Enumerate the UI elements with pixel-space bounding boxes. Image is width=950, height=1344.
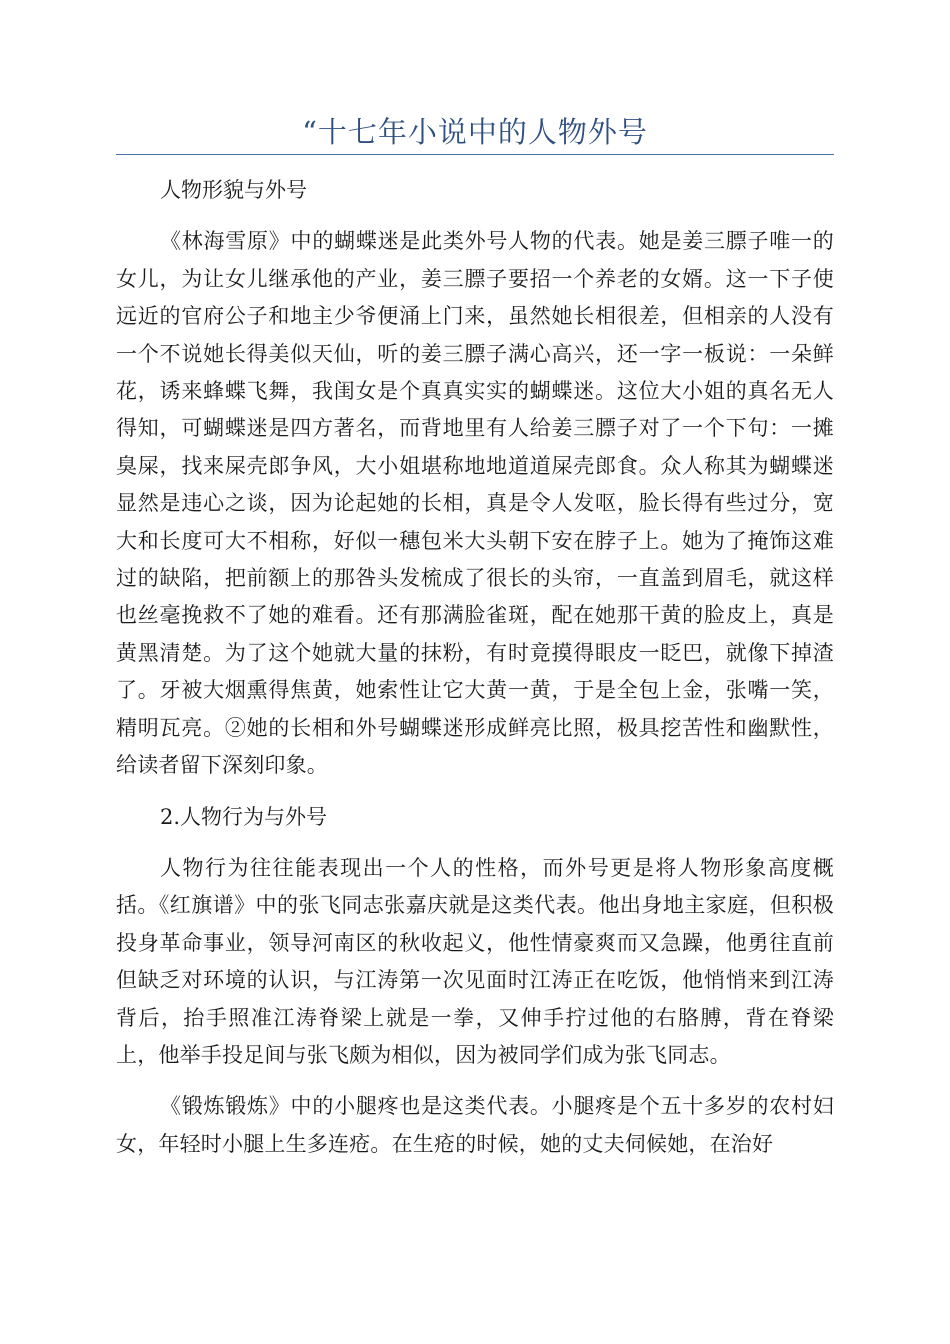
- document-title: “十七年小说中的人物外号: [302, 115, 648, 149]
- section-heading-appearance: 人物形貌与外号: [160, 178, 307, 202]
- title-underline: [116, 154, 834, 155]
- document-body: [116, 172, 834, 1163]
- paragraph-zhangfei: 人物行为往往能表现出一个人的性格，而外号更是将人物形象高度概括。《红旗谱》中的张飞同志张嘉庆就是这类代表。他出身地主家庭，但积极投身革命事业，领导河南区的秋收起义，他性情豪爽而又急躁，他勇往直前但缺乏对环境的认识，与江涛第一次见面时江涛正在吃饭，他悄悄来到江涛背后，抬手照准江涛脊梁上就是一拳，又伸手拧过他的右胳膊，背在脊梁上，他举手投足间与张飞颇为相似，因为被同学们成为张飞同志。: [116, 855, 834, 1067]
- section-heading-behavior: 2.人物行为与外号: [160, 804, 328, 829]
- paragraph-xiaotuiteng: 《锻炼锻炼》中的小腿疼也是这类代表。小腿疼是个五十多岁的农村妇女，年轻时小腿上生多连疮。在生疮的时候，她的丈夫伺候她，在治好: [116, 1094, 834, 1156]
- paragraph-butterfly: 《林海雪原》中的蝴蝶迷是此类外号人物的代表。她是姜三膘子唯一的女儿，为让女儿继承他的产业，姜三膘子要招一个养老的女婿。这一下子使远近的官府公子和地主少爷便涌上门来，虽然她长相很差，但相亲的人没有一个不说她长得美似天仙，听的姜三膘子满心高兴，还一字一板说：一朵鲜花，诱来蜂蝶飞舞，我闺女是个真真实实的蝴蝶迷。这位大小姐的真名无人得知，可蝴蝶迷是四方著名，而背地里有人给姜三膘子对了一个下句：一摊臭屎，找来屎壳郎争风，大小姐堪称地地道道屎壳郎食。众人称其为蝴蝶迷显然是违心之谈，因为论起她的长相，真是令人发呕，脸长得有些过分，宽大和长度可大不相称，好似一穗包米大头朝下安在脖子上。她为了掩饰这难过的缺陷，把前额上的那咎头发梳成了很长的头帘，一直盖到眉毛，就这样也丝毫挽救不了她的难看。还有那满脸雀斑，配在她那干黄的脸皮上，真是黄黑清楚。为了这个她就大量的抹粉，有时竟摸得眼皮一眨巴，就像下掉渣了。牙被大烟熏得焦黄，她索性让它大黄一黄，于是全包上金，张嘴一笑，精明瓦亮。②她的长相和外号蝴蝶迷形成鲜亮比照，极具挖苦性和幽默性，给读者留下深刻印象。: [116, 229, 834, 778]
